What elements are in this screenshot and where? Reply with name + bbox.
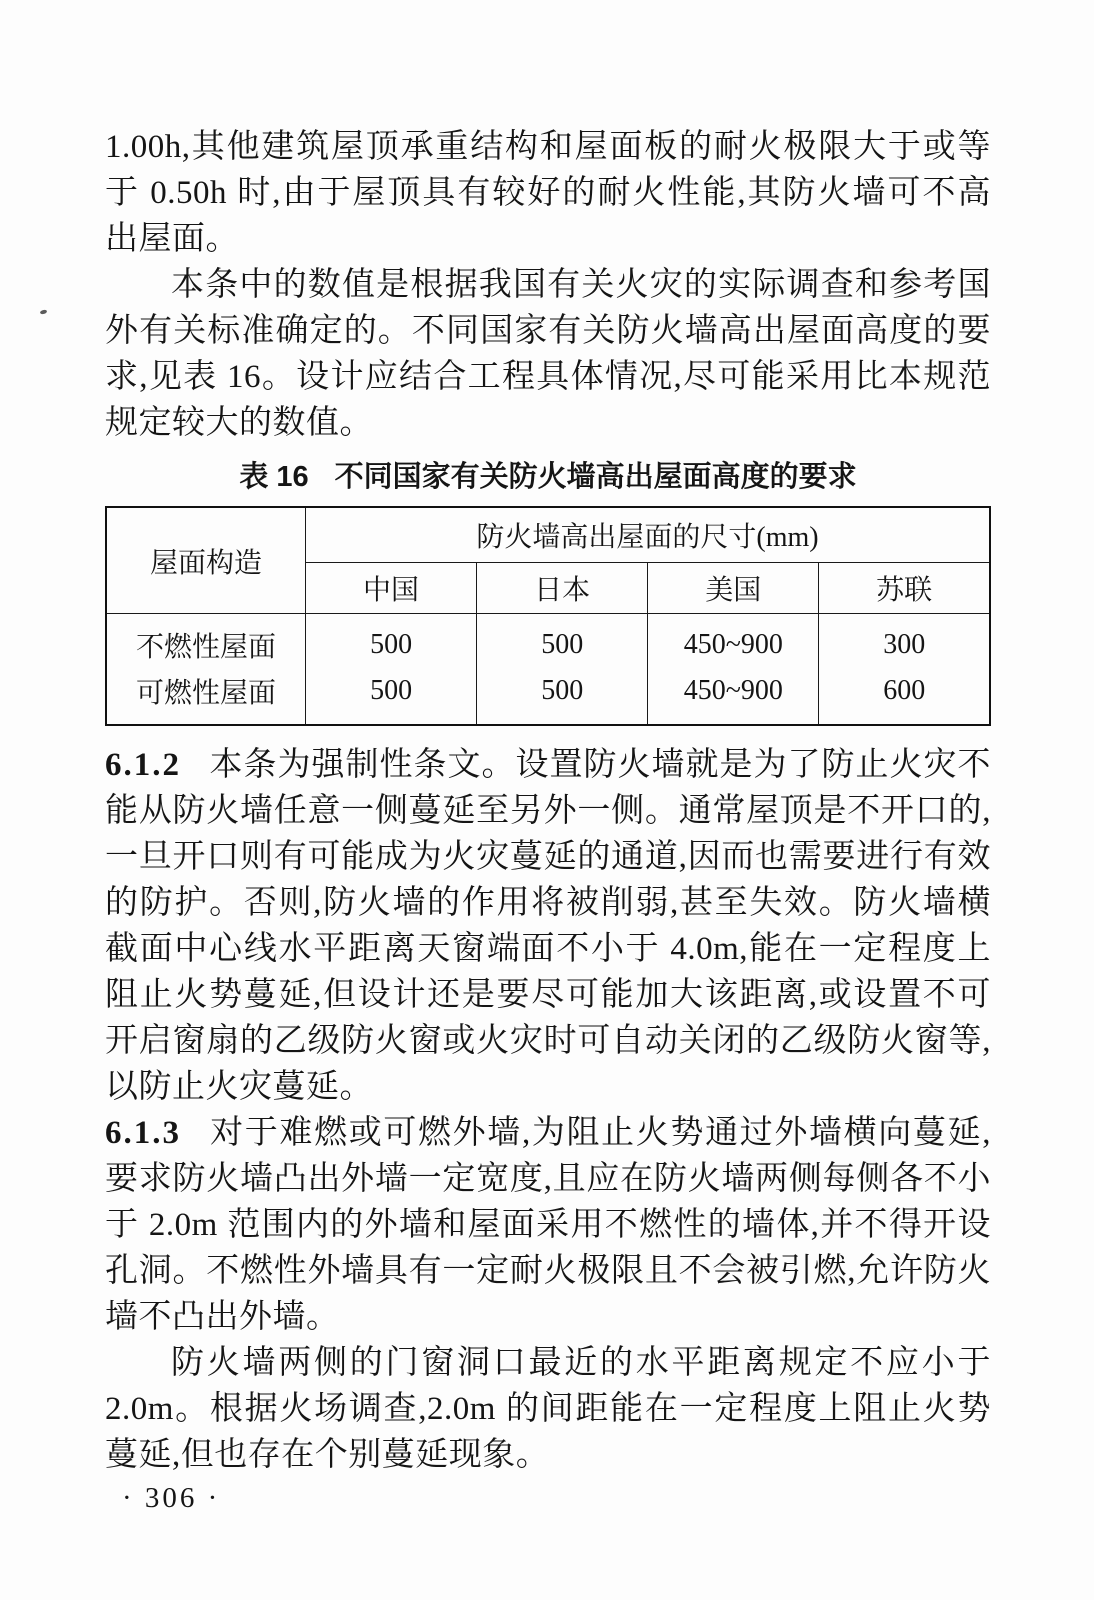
column-header-china: 中国 (306, 563, 477, 614)
scan-artifact-dot (40, 309, 48, 315)
text-line: 能从防火墙任意一侧蔓延至另外一侧。通常屋顶是不开口的, (105, 793, 991, 829)
table-row (106, 614, 990, 669)
table-cell: 600 (819, 668, 990, 725)
section-first-line: 对于难燃或可燃外墙,为阻止火势通过外墙横向蔓延, (209, 1115, 991, 1151)
table-16-firewall-height (105, 506, 991, 726)
text-line: 要求防火墙凸出外墙一定宽度,且应在防火墙两侧每侧各不小 (105, 1161, 991, 1197)
text-line: 墙不凸出外墙。 (105, 1299, 340, 1335)
text-line: 外有关标准确定的。不同国家有关防火墙高出屋面高度的要 (105, 313, 991, 349)
text-line: 于 0.50h 时,由于屋顶具有较好的耐火性能,其防火墙可不高 (105, 175, 991, 211)
table-header-row (106, 507, 990, 563)
text-line: 求,见表 16。设计应结合工程具体情况,尽可能采用比本规范 (105, 359, 991, 395)
text-column (105, 124, 991, 1478)
text-line: 2.0m。根据火场调查,2.0m 的间距能在一定程度上阻止火势 (105, 1391, 991, 1427)
table-corner-header: 屋面构造 (106, 507, 306, 614)
table-cell: 500 (477, 668, 648, 725)
column-header-ussr: 苏联 (819, 563, 990, 614)
table-cell: 不燃性屋面 (106, 614, 306, 669)
text-line: 1.00h,其他建筑屋顶承重结构和屋面板的耐火极限大于或等 (105, 129, 991, 165)
text-line: 孔洞。不燃性外墙具有一定耐火极限且不会被引燃,允许防火 (105, 1253, 991, 1289)
table-caption-text: 不同国家有关防火墙高出屋面高度的要求 (334, 461, 857, 493)
paragraph-roof-fire-resistance (105, 124, 991, 262)
table-cell: 300 (819, 614, 990, 669)
table-cell: 450~900 (648, 668, 819, 725)
table-cell: 500 (477, 614, 648, 669)
page-number: · 306 · (122, 1482, 221, 1514)
text-line: 出屋面。 (105, 221, 239, 257)
text-line: 规定较大的数值。 (105, 405, 373, 441)
table-caption-label: 表 16 (239, 461, 309, 493)
text-line: 的防护。否则,防火墙的作用将被削弱,甚至失效。防火墙横 (105, 885, 991, 921)
table-caption (105, 458, 991, 496)
text-line: 截面中心线水平距离天窗端面不小于 4.0m,能在一定程度上 (105, 931, 991, 967)
text-line (105, 742, 991, 788)
table-cell: 500 (306, 668, 477, 725)
table-cell: 500 (306, 614, 477, 669)
section-first-line: 本条为强制性条文。设置防火墙就是为了防止火灾不 (209, 747, 991, 783)
text-line: 防火墙两侧的门窗洞口最近的水平距离规定不应小于 (171, 1345, 991, 1381)
text-line: 阻止火势蔓延,但设计还是要尽可能加大该距离,或设置不可 (105, 977, 991, 1013)
section-number: 6.1.2 (105, 747, 181, 783)
section-number: 6.1.3 (105, 1115, 181, 1151)
section-6-1-3 (105, 1110, 991, 1340)
text-line: 蔓延,但也存在个别蔓延现象。 (105, 1437, 550, 1473)
text-line: 以防止火灾蔓延。 (105, 1069, 373, 1105)
table-span-header: 防火墙高出屋面的尺寸(mm) (306, 507, 991, 563)
paragraph-values-basis (105, 262, 991, 446)
column-header-usa: 美国 (648, 563, 819, 614)
text-line: 开启窗扇的乙级防火窗或火灾时可自动关闭的乙级防火窗等, (105, 1023, 991, 1059)
table-cell: 可燃性屋面 (106, 668, 306, 725)
column-header-japan: 日本 (477, 563, 648, 614)
text-line: 本条中的数值是根据我国有关火灾的实际调查和参考国 (171, 267, 991, 303)
text-line (105, 1110, 991, 1156)
table-cell: 450~900 (648, 614, 819, 669)
table-row (106, 668, 990, 725)
section-6-1-2 (105, 742, 991, 1110)
text-line: 于 2.0m 范围内的外墙和屋面采用不燃性的墙体,并不得开设 (105, 1207, 991, 1243)
text-line: 一旦开口则有可能成为火灾蔓延的通道,因而也需要进行有效 (105, 839, 991, 875)
paragraph-door-window-distance (105, 1340, 991, 1478)
